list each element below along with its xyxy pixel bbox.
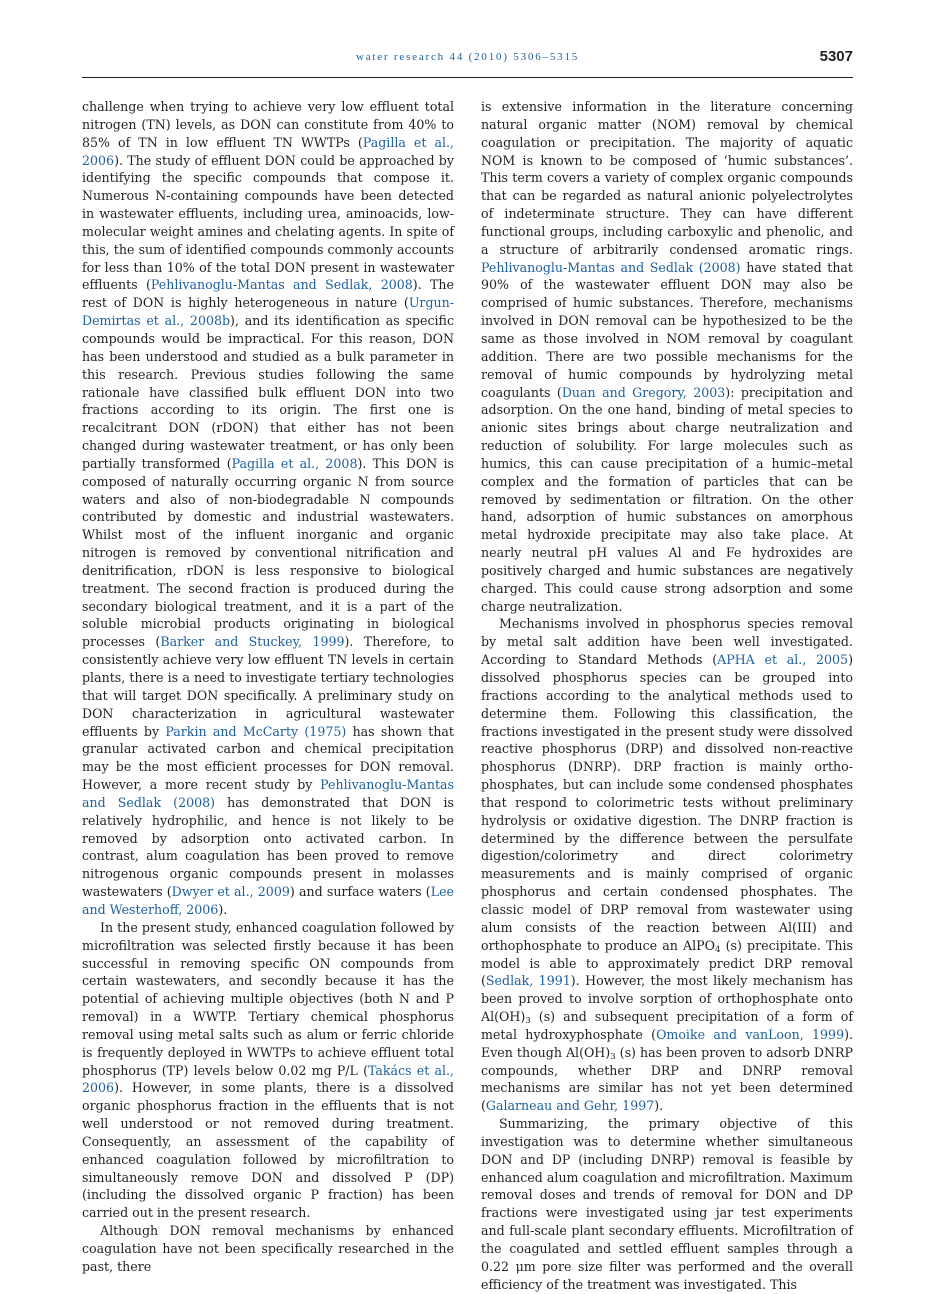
text-run: (s) and subsequent precipitation of a form of metal hydroxyphosphate (: [481, 1009, 853, 1042]
right-column: [481, 98, 853, 1294]
paragraph: [481, 98, 853, 615]
citation-link[interactable]: Pehlivanoglu-Mantas and Sedlak (2008): [481, 259, 741, 275]
subscript: 3: [610, 1051, 616, 1062]
text-run: ) dissolved phosphorus species can be grouped into fractions according to the analytical methods used to determine them. Following this classification, the fractions investigated in the present study were dissolved reactive phosphorus (DRP) and dissolved non-reactive phosphorus (DNRP). DRP fraction is mainly orthophosphates, but can include some condensed phosphates that respond to colorimetric tests without preliminary hydrolysis or oxidative digestion. The DNRP fraction is determined by the difference between the persulfate digestion/colorimetry and direct colorimetry measurements and is mainly comprised of organic phosphorus and certain condensed phosphates. The classic model of DRP removal from wastewater using alum consists of the reaction between Al(III) and orthophosphate to produce an AlPO: [481, 652, 853, 953]
citation-link[interactable]: Pagilla et al., 2006: [82, 134, 454, 168]
text-run: ). However, in some plants, there is a dissolved organic phosphorus fraction in the effluents that is not well understood or not removed during treatment. Consequently, an assessment of the capability of enhanced coagulation followed by microfiltration to simultaneously remove DON and dissolved P (DP) (including the dissolved organic P fraction) has been carried out in the present research.: [82, 1080, 454, 1221]
text-run: (s) has been proven to adsorb DNRP compounds, whether DRP and DNRP removal mechanisms are similar has not yet been determined (: [481, 1044, 853, 1114]
page-number: 5307: [819, 48, 853, 65]
text-run: ). The study of effluent DON could be approached by identifying the specific compounds that compose it. Numerous N-containing compounds have been detected in wastewater effluents, including urea, aminoacids, low-molecular weight amines and chelating agents. In spite of this, the sum of identified compounds commonly accounts for less than 10% of the total DON present in wastewater effluents (: [82, 152, 454, 293]
text-run: Mechanisms involved in phosphorus species removal by metal salt addition have been well investigated. According to Standard Methods (: [481, 616, 853, 668]
citation-link[interactable]: Omoike and vanLoon, 1999: [656, 1026, 845, 1042]
paragraph: [82, 1222, 454, 1276]
text-run: ). However, the most likely mechanism has been proved to involve sorption of orthophosphate onto Al(OH): [481, 973, 853, 1025]
paragraph: [481, 1115, 853, 1293]
citation-link[interactable]: Dwyer et al., 2009: [171, 884, 290, 900]
citation-link[interactable]: Galarneau and Gehr, 1997: [485, 1098, 655, 1114]
text-run: ): precipitation and adsorption. On the one hand, binding of metal species to anionic sites brings about charge neutralization and reduction of solubility. For large molecules such as humics, this can cause precipitation of a humic–metal complex and the formation of particles that can be removed by sedimentation or filtration. On the other hand, adsorption of humic substances on amorphous metal hydroxide precipitate may also take place. At nearly neutral pH values Al and Fe hydroxides are positively charged and humic substances are negatively charged. This could cause strong adsorption and some charge neutralization.: [481, 384, 854, 614]
text-run: is extensive information in the literature concerning natural organic matter (NOM) removal by chemical coagulation or precipitation. The majority of aquatic NOM is known to be composed of ‘humic substances’. This term covers a variety of complex organic compounds that can be regarded as natural anionic polyelectrolytes of indeterminate structure. They can have different functional groups, including carboxylic and phenolic, and a structure of arbitrarily condensed aromatic rings.: [481, 99, 853, 257]
text-run: have stated that 90% of the wastewater effluent DON may also be comprised of humic substances. Therefore, mechanisms involved in DON removal can be hypothesized to be the same as those involved in NOM removal by coagulant addition. There are two possible mechanisms for the removal of humic compounds by hydrolyzing metal coagulants (: [481, 259, 853, 400]
journal-citation: water research 44 (2010) 5306–5315: [355, 51, 580, 63]
text-run: ), and its identification as specific compounds would be impractical. For this reason, DON has been understood and studied as a bulk parameter in this research. Previous studies following the same rationale have classified bulk effluent DON into two fractions according to its origin. The first one is recalcitrant DON (rDON) that either has not been changed during wastewater treatment, or has only been partially transformed (: [82, 313, 454, 471]
citation-link[interactable]: Sedlak, 1991: [485, 973, 571, 989]
paragraph: [82, 98, 454, 919]
text-run: challenge when trying to achieve very low effluent total nitrogen (TN) levels, as DON can constitute from 40% to 85% of TN in low effluent TN WWTPs (: [82, 99, 454, 150]
running-header: [82, 48, 853, 72]
text-run: ).: [218, 901, 228, 917]
text-run: Summarizing, the primary objective of this investigation was to determine whether simultaneous DON and DP (including DNRP) removal is feasible by enhanced alum coagulation and microfiltration. Maximum removal doses and trends of removal for DON and DP fractions were investigated using jar test experiments and full-scale plant secondary effluents. Microfiltration of the coagulated and settled effluent samples through a 0.22 μm pore size filter was performed and the overall efficiency of the treatment was investigated. This: [481, 1116, 853, 1292]
citation-link[interactable]: Takács et al., 2006: [82, 1062, 454, 1096]
text-run: ). Even though Al(OH): [481, 1026, 853, 1060]
citation-link[interactable]: Lee and Westerhoff, 2006: [82, 884, 455, 917]
subscript: 4: [714, 944, 721, 955]
subscript: 3: [525, 1016, 531, 1027]
text-run: (s) precipitate. This model is able to approximately predict DRP removal (: [481, 937, 854, 989]
text-run: Although DON removal mechanisms by enhanced coagulation have not been specifically researched in the past, there: [82, 1223, 454, 1274]
header-rule: [82, 77, 853, 78]
citation-link[interactable]: Pehlivanoglu-Mantas and Sedlak, 2008: [150, 277, 413, 293]
text-run: ). The rest of DON is highly heterogeneous in nature (: [82, 277, 454, 311]
text-run: ). This DON is composed of naturally occurring organic N from source waters and also of non-biodegradable N compounds contributed by domestic and industrial wastewaters. Whilst most of the influent inorganic and organic nitrogen is removed by conventional nitrification and denitrification, rDON is less responsive to biological treatment. The second fraction is produced during the secondary biological treatment, and it is a part of the soluble microbial products originating in biological processes (: [82, 455, 454, 650]
text-run: ). Therefore, to consistently achieve very low effluent TN levels in certain plants, there is a need to investigate tertiary technologies that will target DON specifically. A preliminary study on DON characterization in agricultural wastewater effluents by: [82, 634, 454, 739]
citation-link[interactable]: Pehlivanoglu-Mantas and Sedlak (2008): [82, 777, 454, 810]
paragraph: [82, 919, 454, 1222]
text-run: has demonstrated that DON is relatively hydrophilic, and hence is not likely to be removed by adsorption onto activated carbon. In contrast, alum coagulation has been proved to remove nitrogenous organic compounds present in molasses wastewaters (: [82, 794, 454, 900]
paragraph: [481, 615, 853, 1115]
citation-link[interactable]: Parkin and McCarty (1975): [165, 723, 347, 739]
citation-link[interactable]: APHA et al., 2005: [717, 652, 849, 668]
citation-link[interactable]: Duan and Gregory, 2003: [561, 384, 726, 400]
text-run: ).: [654, 1098, 664, 1114]
citation-link[interactable]: Barker and Stuckey, 1999: [160, 634, 345, 650]
citation-link[interactable]: Urgun-Demirtas et al., 2008b: [82, 295, 454, 329]
citation-link[interactable]: Pagilla et al., 2008: [231, 455, 358, 471]
text-run: has shown that granular activated carbon and chemical precipitation may be the most efficient processes for DON removal. However, a more recent study by: [82, 723, 454, 793]
text-run: In the present study, enhanced coagulation followed by microfiltration was selected firstly because it has been successful in removing specific ON compounds from certain wastewaters, and secondly because it has the potential of achieving multiple objectives (both N and P removal) in a WWTP. Tertiary chemical phosphorus removal using metal salts such as alum or ferric chloride is frequently deployed in WWTPs to achieve effluent total phosphorus (TP) levels below 0.02 mg P/L (: [82, 919, 454, 1078]
left-column: [82, 98, 454, 1276]
text-run: ) and surface waters (: [289, 884, 431, 900]
